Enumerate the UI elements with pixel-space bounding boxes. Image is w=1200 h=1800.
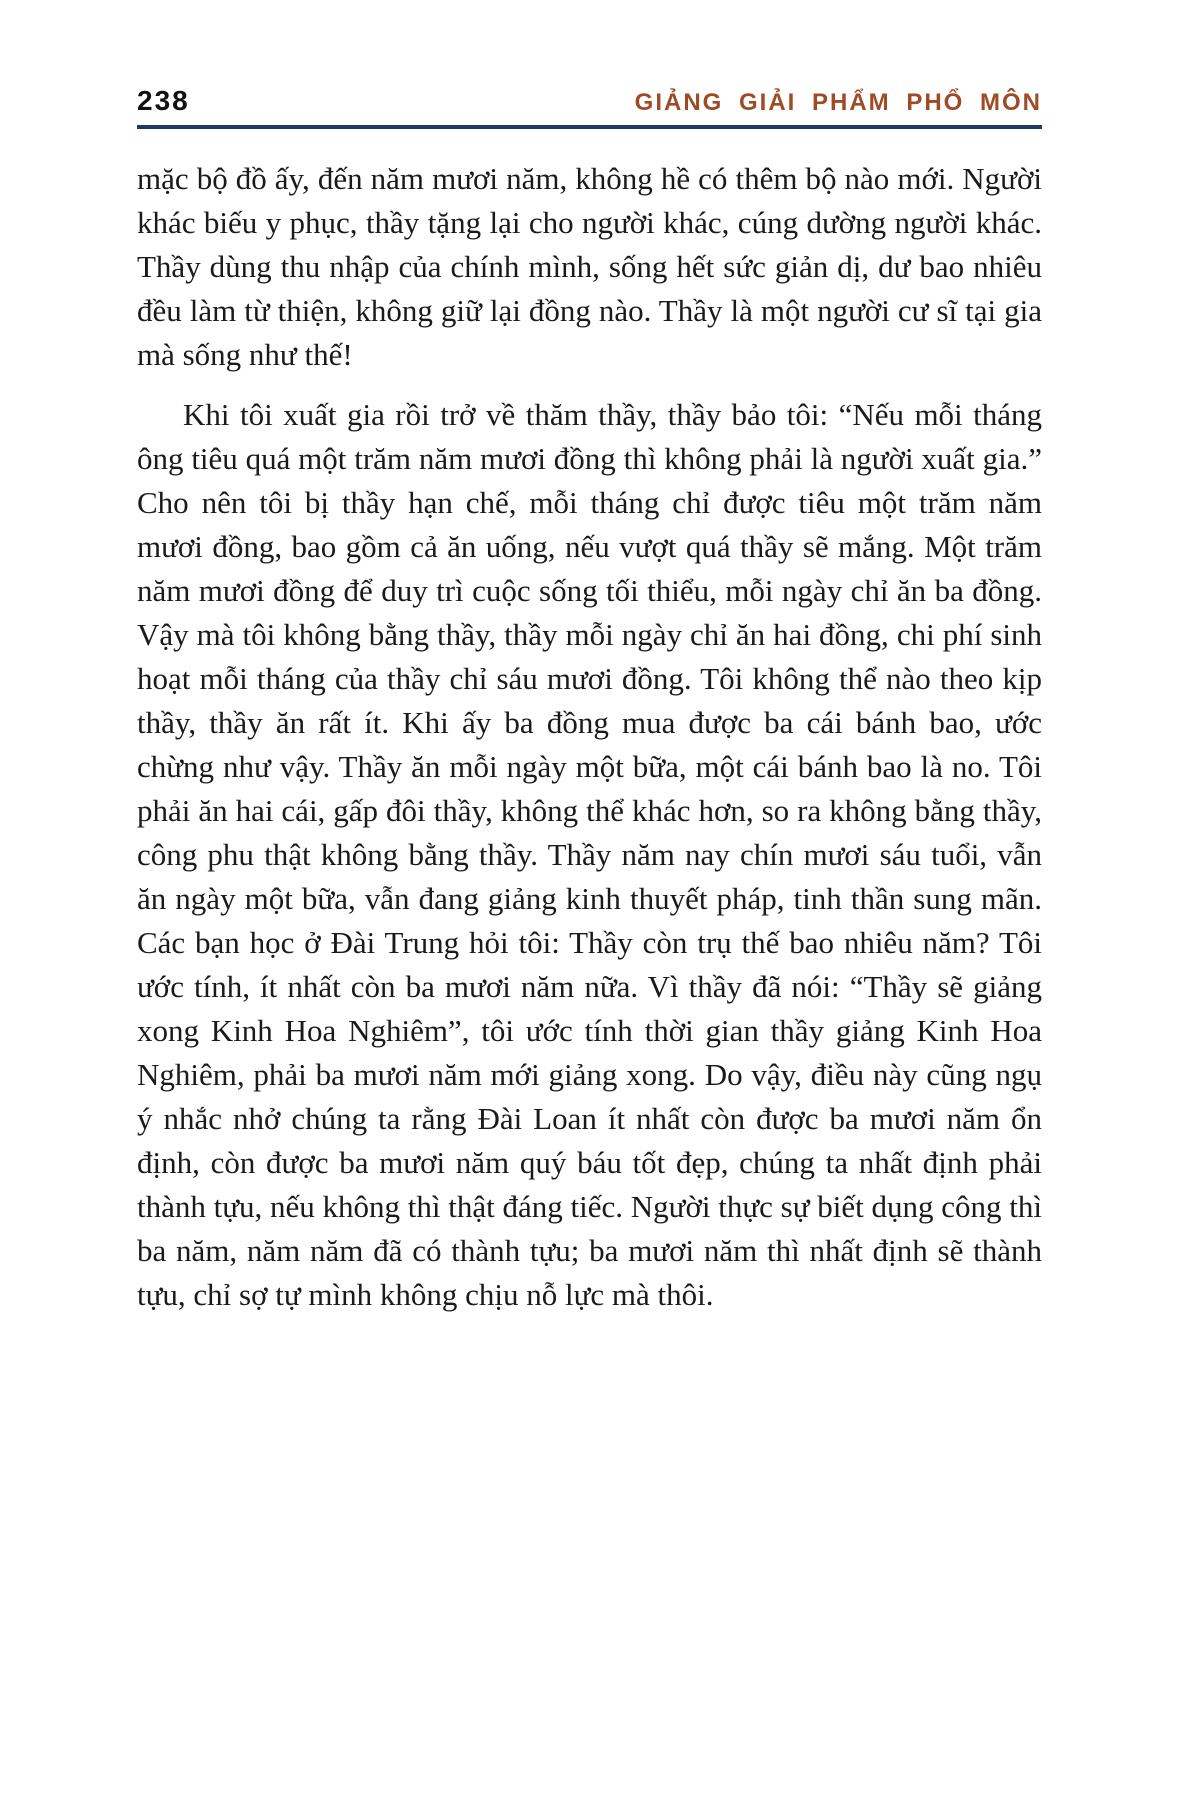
paragraph-1: mặc bộ đồ ấy, đến năm mươi năm, không hề có thêm bộ nào mới. Người khác biếu y phục, thầy tặng lại cho người khác, cúng dường người khác. Thầy dùng thu nhập của chính mình, sống hết sức giản dị, dư bao nhiêu đều làm từ thiện, không giữ lại đồng nào. Thầy là một người cư sĩ tại gia mà sống như thế!: [137, 161, 1042, 372]
body-text-block: [137, 157, 1042, 1317]
page-header: [137, 85, 1042, 125]
paragraph-2: Khi tôi xuất gia rồi trở về thăm thầy, thầy bảo tôi: “Nếu mỗi tháng ông tiêu quá một trăm năm mươi đồng thì không phải là người xuất gia.” Cho nên tôi bị thầy hạn chế, mỗi tháng chỉ được tiêu một trăm năm mươi đồng, bao gồm cả ăn uống, nếu vượt quá thầy sẽ mắng. Một trăm năm mươi đồng để duy trì cuộc sống tối thiểu, mỗi ngày chỉ ăn ba đồng. Vậy mà tôi không bằng thầy, thầy mỗi ngày chỉ ăn hai đồng, chi phí sinh hoạt mỗi tháng của thầy chỉ sáu mươi đồng. Tôi không thể nào theo kịp thầy, thầy ăn rất ít. Khi ấy ba đồng mua được ba cái bánh bao, ước chừng như vậy. Thầy ăn mỗi ngày một bữa, một cái bánh bao là no. Tôi phải ăn hai cái, gấp đôi thầy, không thể khác hơn, so ra không bằng thầy, công phu thật không bằng thầy. Thầy năm nay chín mươi sáu tuổi, vẫn ăn ngày một bữa, vẫn đang giảng kinh thuyết pháp, tinh thần sung mãn. Các bạn học ở Đài Trung hỏi tôi: Thầy còn trụ thế bao nhiêu năm? Tôi ước tính, ít nhất còn ba mươi năm nữa. Vì thầy đã nói: “Thầy sẽ giảng xong Kinh Hoa Nghiêm”, tôi ước tính thời gian thầy giảng Kinh Hoa Nghiêm, phải ba mươi năm mới giảng xong. Do vậy, điều này cũng ngụ ý nhắc nhở chúng ta rằng Đài Loan ít nhất còn được ba mươi năm ổn định, còn được ba mươi năm quý báu tốt đẹp, chúng ta nhất định phải thành tựu, nếu không thì thật đáng tiếc. Người thực sự biết dụng công thì ba năm, năm năm đã có thành tựu; ba mươi năm thì nhất định sẽ thành tựu, chỉ sợ tự mình không chịu nỗ lực mà thôi.: [137, 397, 1042, 1312]
running-head-title: GIẢNG GIẢI PHẨM PHỔ MÔN: [634, 89, 1042, 116]
page-content: [137, 85, 1042, 1317]
header-rule-divider: [137, 125, 1042, 129]
page-number: 238: [137, 85, 190, 116]
